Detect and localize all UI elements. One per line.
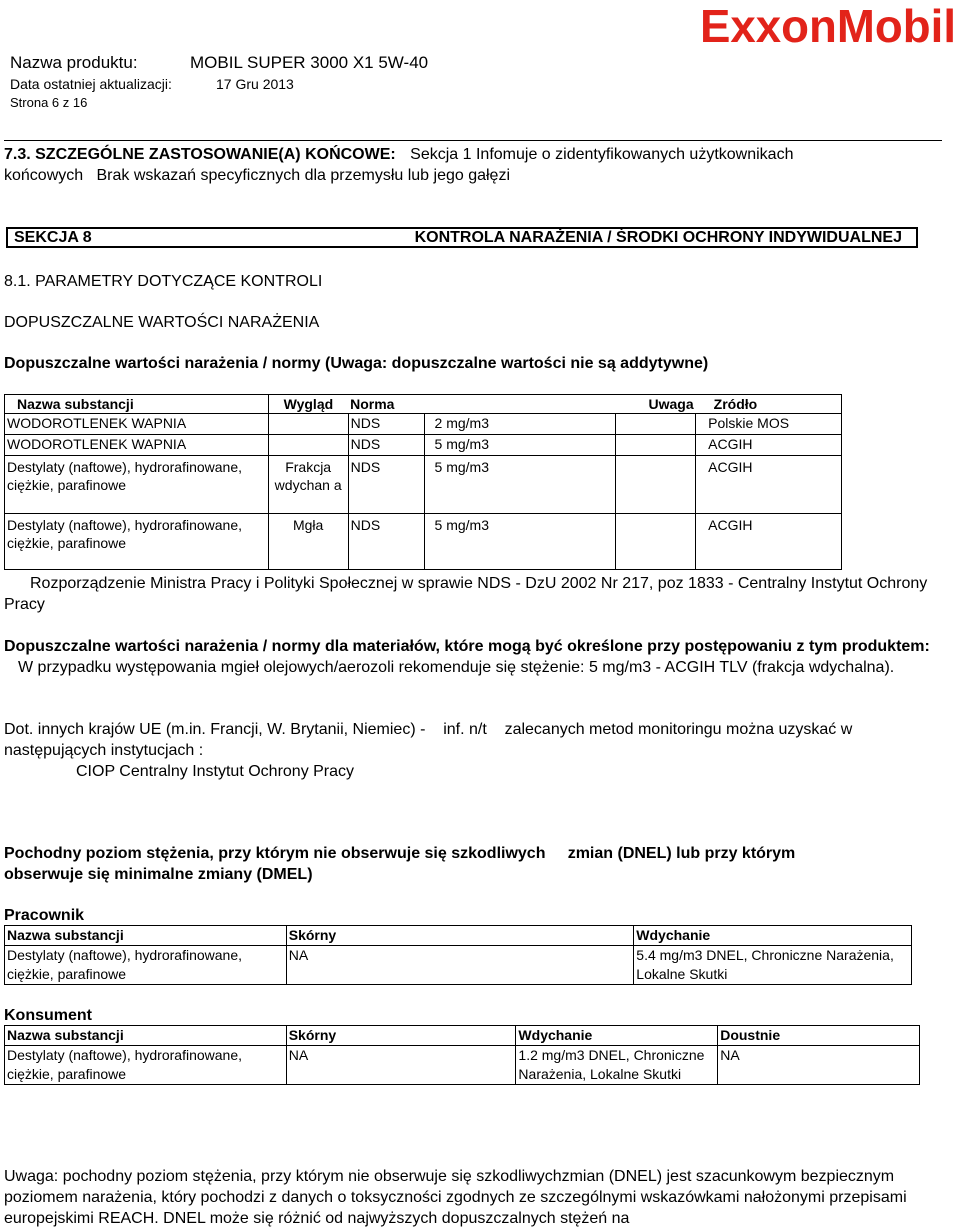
other-countries-line1: Dot. innych krajów UE (m.in. Francji, W. Brytanii, Niemiec) - inf. n/t zalecanych metod monitoringu można uzyskać w xyxy=(4,721,853,738)
col-dermal: Skórny xyxy=(286,926,634,946)
section-7-3-heading: 7.3. SZCZEGÓLNE ZASTOSOWANIE(A) KOŃCOWE: xyxy=(4,146,396,163)
regulation-text: Rozporządzenie Ministra Pracy i Polityki Społecznej w sprawie NDS - DzU 2002 Nr 217, poz 1833 - Centralny Instytut Ochrony Pracy xyxy=(4,575,928,613)
cell-inhalation: 5.4 mg/m3 DNEL, Chroniczne Narażenia, Lokalne Skutki xyxy=(634,946,912,985)
cell-note xyxy=(616,414,696,435)
cell-value: 5 mg/m3 xyxy=(424,514,616,570)
cell-note xyxy=(616,514,696,570)
exposure-limits-subheading: DOPUSZCZALNE WARTOŚCI NARAŻENIA xyxy=(4,314,320,331)
dnel-note: Uwaga: pochodny poziom stężenia, przy którym nie obserwuje się szkodliwychzmian (DNEL) jest szacunkowym bezpiecznym poziomem narażenia, który pochodzi z danych o toksyczności zgodnych ze szczególnymi wskazówkami nałożonymi przepisami europejskimi REACH. DNEL może się różnić od najwyższych dopuszczalnych stężeń na xyxy=(4,1168,907,1227)
page-number: Strona 6 z 16 xyxy=(10,95,88,110)
col-substance: Nazwa substancji xyxy=(5,926,287,946)
cell-norm: NDS xyxy=(348,414,424,435)
svg-text:ExxonMobil: ExxonMobil xyxy=(700,0,956,52)
cell-value: 2 mg/m3 xyxy=(424,414,616,435)
table-row xyxy=(5,456,842,514)
cell-substance: Destylaty (naftowe), hydrorafinowane, ciężkie, parafinowe xyxy=(5,946,287,985)
table-row xyxy=(5,1046,920,1085)
col-inhalation: Wdychanie xyxy=(516,1026,718,1046)
exxonmobil-logo xyxy=(698,0,960,52)
cell-source: Polskie MOS xyxy=(696,414,842,435)
table-header-row xyxy=(5,1026,920,1046)
col-inhalation: Wdychanie xyxy=(634,926,912,946)
cell-value: 5 mg/m3 xyxy=(424,456,616,514)
col-oral: Doustnie xyxy=(718,1026,920,1046)
worker-label: Pracownik xyxy=(4,907,85,924)
cell-note xyxy=(616,456,696,514)
header-rule xyxy=(4,140,942,141)
col-dermal: Skórny xyxy=(286,1026,516,1046)
section-7-3-text: Sekcja 1 Infomuje o zidentyfikowanych użytkownikach xyxy=(410,146,794,163)
cell-appearance xyxy=(268,414,348,435)
exposure-table xyxy=(4,394,842,570)
section-7-3-line1 xyxy=(4,144,954,165)
cell-substance: Destylaty (naftowe), hydrorafinowane, ciężkie, parafinowe xyxy=(5,514,269,570)
col-note: Uwaga xyxy=(616,395,696,414)
cell-oral: NA xyxy=(718,1046,920,1085)
cell-substance: WODOROTLENEK WAPNIA xyxy=(5,435,269,456)
cell-source: ACGIH xyxy=(696,456,842,514)
materials-heading: Dopuszczalne wartości narażenia / normy dla materiałów, które mogą być określone przy postępowaniu z tym produktem: xyxy=(4,638,930,655)
cell-norm: NDS xyxy=(348,435,424,456)
cell-norm: NDS xyxy=(348,456,424,514)
cell-inhalation: 1.2 mg/m3 DNEL, Chroniczne Narażenia, Lokalne Skutki xyxy=(516,1046,718,1085)
col-substance: Nazwa substancji xyxy=(5,395,269,414)
col-substance: Nazwa substancji xyxy=(5,1026,287,1046)
cell-appearance xyxy=(268,435,348,456)
other-countries-line3: CIOP Centralny Instytut Ochrony Pracy xyxy=(76,763,355,780)
cell-substance: WODOROTLENEK WAPNIA xyxy=(5,414,269,435)
cell-substance: Destylaty (naftowe), hydrorafinowane, ciężkie, parafinowe xyxy=(5,1046,287,1085)
consumer-label: Konsument xyxy=(4,1007,92,1024)
cell-value: 5 mg/m3 xyxy=(424,435,616,456)
col-norm: Norma xyxy=(348,395,424,414)
table-row xyxy=(5,946,912,985)
product-name: MOBIL SUPER 3000 X1 5W-40 xyxy=(190,53,429,72)
product-label: Nazwa produktu: xyxy=(10,53,138,72)
update-label: Data ostatniej aktualizacji: xyxy=(10,76,172,92)
consumer-dnel-table xyxy=(4,1025,920,1085)
section-7-3-line2: końcowych Brak wskazań specyficznych dla przemysłu lub jego gałęzi xyxy=(4,167,511,184)
exposure-limits-lead: Dopuszczalne wartości narażenia / normy (Uwaga: dopuszczalne wartości nie są addytywne) xyxy=(4,355,709,372)
section-8-header xyxy=(6,227,918,248)
materials-paragraph xyxy=(4,636,954,678)
section-8-number: SEKCJA 8 xyxy=(14,229,92,246)
other-countries-line2: następujących instytucjach : xyxy=(4,742,204,759)
cell-dermal: NA xyxy=(286,1046,516,1085)
table-header-row xyxy=(5,395,842,414)
table-row xyxy=(5,414,842,435)
table-row xyxy=(5,435,842,456)
update-date: 17 Gru 2013 xyxy=(216,76,294,92)
cell-norm: NDS xyxy=(348,514,424,570)
dnel-heading-line1: Pochodny poziom stężenia, przy którym nie obserwuje się szkodliwych zmian (DNEL) lub przy którym xyxy=(4,845,796,862)
cell-substance: Destylaty (naftowe), hydrorafinowane, ciężkie, parafinowe xyxy=(5,456,269,514)
cell-dermal: NA xyxy=(286,946,634,985)
col-appearance: Wygląd xyxy=(268,395,348,414)
section-8-1-heading: 8.1. PARAMETRY DOTYCZĄCE KONTROLI xyxy=(4,273,323,290)
worker-dnel-table xyxy=(4,925,912,985)
col-source: Zródło xyxy=(696,395,842,414)
materials-text: W przypadku występowania mgieł olejowych/aerozoli rekomenduje się stężenie: 5 mg/m3 - ACGIH TLV (frakcja wdychalna). xyxy=(18,659,895,676)
cell-appearance: Mgła xyxy=(268,514,348,570)
dnel-heading-line2: obserwuje się minimalne zmiany (DMEL) xyxy=(4,866,313,883)
cell-source: ACGIH xyxy=(696,514,842,570)
cell-appearance: Frakcja wdychan a xyxy=(268,456,348,514)
table-header-row xyxy=(5,926,912,946)
section-8-title: KONTROLA NARAŻENIA / ŚRODKI OCHRONY INDYWIDUALNEJ xyxy=(414,229,902,246)
table-row xyxy=(5,514,842,570)
cell-source: ACGIH xyxy=(696,435,842,456)
cell-note xyxy=(616,435,696,456)
col-value xyxy=(424,395,616,414)
